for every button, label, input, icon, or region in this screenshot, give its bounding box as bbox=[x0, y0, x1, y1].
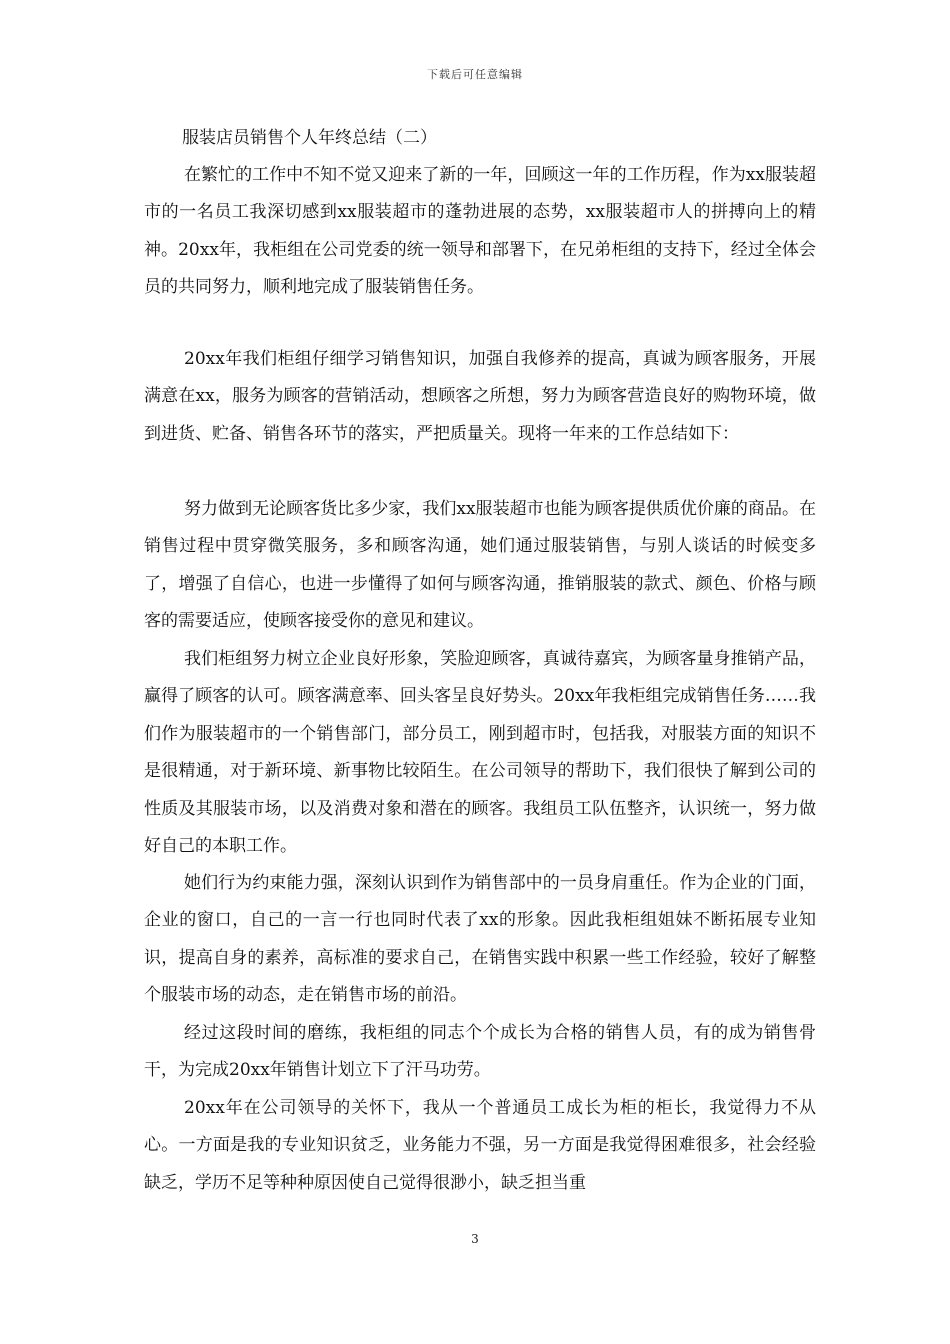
page-header: 下载后可任意编辑 bbox=[427, 68, 523, 81]
paragraph: 20xx年我们柜组仔细学习销售知识，加强自我修养的提高，真诚为顾客服务，开展满意在xx，服务为顾客的营销活动，想顾客之所想，努力为顾客营造良好的购物环境，做到进货、贮备、销售各环节的落实，严把质量关。现将一年来的工作总结如下： bbox=[144, 349, 816, 444]
paragraph: 20xx年在公司领导的关怀下，我从一个普通员工成长为柜的柜长，我觉得力不从心。一方面是我的专业知识贫乏，业务能力不强，另一方面是我觉得困难很多，社会经验缺乏，学历不足等种种原因使自己觉得很渺小，缺乏担当重 bbox=[144, 1098, 816, 1193]
page-number: 3 bbox=[471, 1232, 479, 1246]
document-title: 服装店员销售个人年终总结（二） bbox=[182, 128, 437, 148]
paragraph: 我们柜组努力树立企业良好形象，笑脸迎顾客，真诚待嘉宾，为顾客量身推销产品，赢得了顾客的认可。顾客满意率、回头客呈良好势头。20xx年我柜组完成销售任务……我们作为服装超市的一个销售部门，部分员工，刚到超市时，包括我，对服装方面的知识不是很精通，对于新环境、新事物比较陌生。在公司领导的帮助下，我们很快了解到公司的性质及其服装市场，以及消费对象和潜在的顾客。我组员工队伍整齐，认识统一，努力做好自己的本职工作。 bbox=[144, 649, 816, 857]
paragraph: 她们行为约束能力强，深刻认识到作为销售部中的一员身肩重任。作为企业的门面，企业的窗口，自己的一言一行也同时代表了xx的形象。因此我柜组姐妹不断拓展专业知识，提高自身的素养，高标准的要求自己，在销售实践中积累一些工作经验，较好了解整个服装市场的动态，走在销售市场的前沿。 bbox=[144, 873, 816, 1006]
paragraph: 经过这段时间的磨练，我柜组的同志个个成长为合格的销售人员，有的成为销售骨干，为完成20xx年销售计划立下了汗马功劳。 bbox=[144, 1023, 816, 1081]
paragraph: 在繁忙的工作中不知不觉又迎来了新的一年，回顾这一年的工作历程，作为xx服装超市的一名员工我深切感到xx服装超市的蓬勃进展的态势，xx服装超市人的拼搏向上的精神。20xx年，我柜组在公司党委的统一领导和部署下，在兄弟柜组的支持下，经过全体会员的共同努力，顺利地完成了服装销售任务。 bbox=[144, 165, 816, 298]
paragraph: 努力做到无论顾客货比多少家，我们xx服装超市也能为顾客提供质优价廉的商品。在销售过程中贯穿微笑服务，多和顾客沟通，她们通过服装销售，与别人谈话的时候变多了，增强了自信心，也进一步懂得了如何与顾客沟通，推销服装的款式、颜色、价格与顾客的需要适应，使顾客接受你的意见和建议。 bbox=[144, 499, 816, 632]
